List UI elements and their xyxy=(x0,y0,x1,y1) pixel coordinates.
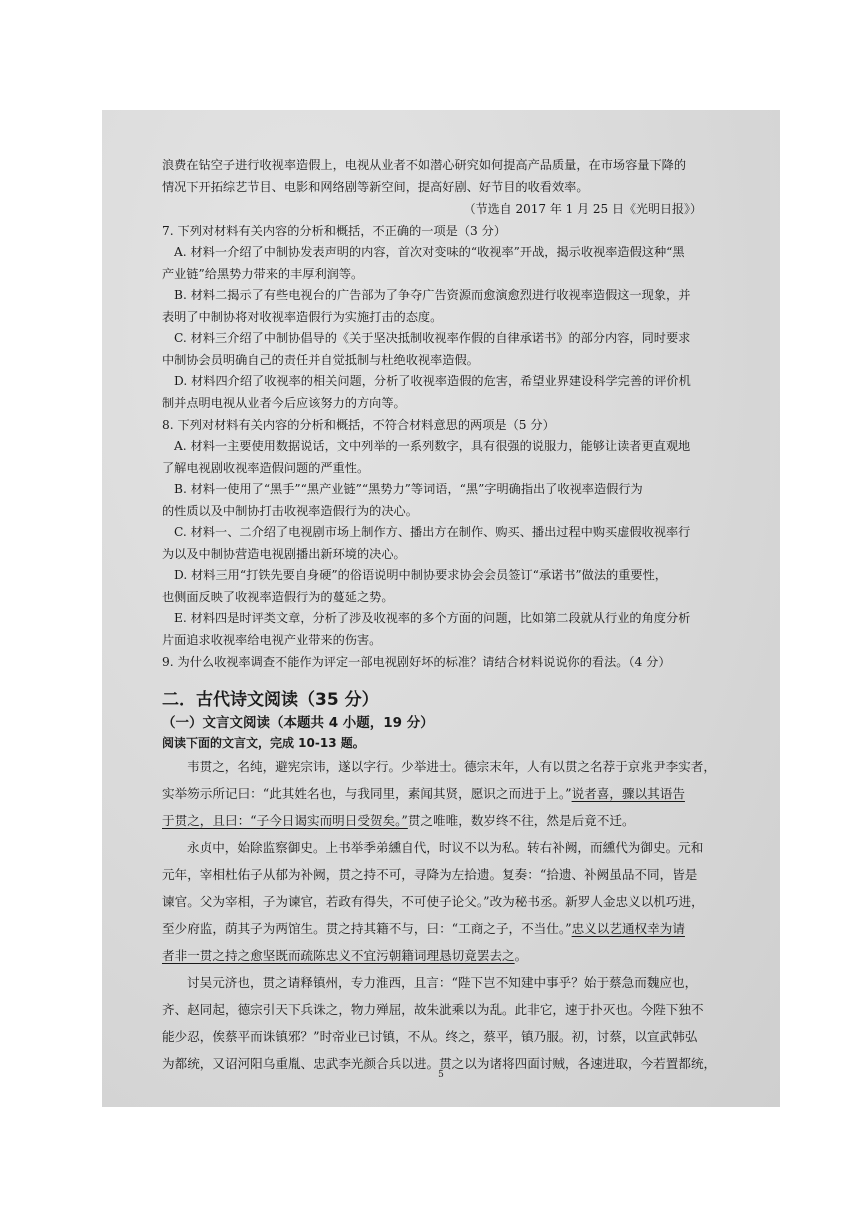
text-line: 讨吴元济也，贯之请释镇州，专力淮西，且言：“陛下岂不知建中事乎？始于蔡急而魏应也， xyxy=(187,975,698,990)
option-line: C. 材料三介绍了中制协倡导的《关于坚决抵制收视率作假的自律承诺书》的部分内容，同时要求 xyxy=(174,331,691,345)
subsection-title: （一）文言文阅读（本题共 4 小题，19 分） xyxy=(162,715,434,731)
option-b xyxy=(162,285,702,328)
option-line: A. 材料一主要使用数据说话，文中列举的一系列数字，具有很强的说服力，能够让读者更直观地 xyxy=(174,439,691,453)
text-line xyxy=(162,807,702,834)
underlined-sentence: 于贯之，且曰：“子今日谒实而明日受贺矣。” xyxy=(162,813,408,828)
reading-instruction: 阅读下面的文言文，完成 10-13 题。 xyxy=(162,736,365,750)
text-line xyxy=(162,780,702,807)
option-line: 中制协会员明确自己的责任并自觉抵制与杜绝收视率造假。 xyxy=(162,352,479,367)
question-stem: 8. 下列对材料有关内容的分析和概括，不符合材料意思的两项是（5 分） xyxy=(162,418,555,432)
option-d xyxy=(162,565,702,608)
text-line: 元年，宰相杜佑子从郁为补阙，贯之持不可，寻降为左拾遗。复奏：“拾遗、补阙虽品不同，皆是 xyxy=(162,867,698,882)
question-8 xyxy=(162,414,702,651)
option-line: A. 材料一介绍了中制协发表声明的内容，首次对变味的“收视率”开战，揭示收视率造假这种“黑 xyxy=(174,245,685,259)
page-content xyxy=(162,154,717,1077)
option-line: D. 材料四介绍了收视率的相关问题，分析了收视率造假的危害，希望业界建设科学完善的评价机 xyxy=(174,374,691,388)
underlined-sentence: 忠义以艺通权幸为请 xyxy=(571,921,685,936)
option-line: B. 材料二揭示了有些电视台的广告部为了争夺广告资源而愈演愈烈进行收视率造假这一现象，并 xyxy=(174,288,691,302)
option-line: 也侧面反映了收视率造假行为的蔓延之势。 xyxy=(162,589,394,604)
text-line: 永贞中，始除监察御史。上书举季弟纁自代，时议不以为私。转右补阙，而纁代为御史。元和 xyxy=(187,840,704,855)
underlined-sentence: 说者喜，骤以其语告 xyxy=(571,786,685,801)
option-line: 了解电视剧收视率造假问题的严重性。 xyxy=(162,460,370,475)
article-ending xyxy=(162,154,702,220)
article-source: （节选自 2017 年 1 月 25 日《光明日报》） xyxy=(463,202,702,216)
text-line: 情况下开拓综艺节目、电影和网络剧等新空间，提高好剧、好节目的收看效率。 xyxy=(162,180,589,194)
question-7 xyxy=(162,220,702,414)
question-9: 9. 为什么收视率调查不能作为评定一部电视剧好坏的标准？请结合材料说说你的看法。（4 分） xyxy=(162,655,671,669)
option-line: 的性质以及中制协打击收视率造假行为的决心。 xyxy=(162,503,418,518)
page-number: 5 xyxy=(438,1070,444,1080)
option-line: 为以及中制协营造电视剧播出新环境的决心。 xyxy=(162,546,406,561)
option-line: 表明了中制协将对收视率造假行为实施打击的态度。 xyxy=(162,309,443,324)
option-a xyxy=(162,242,702,285)
text-line: 浪费在钻空子进行收视率造假上，电视从业者不如潜心研究如何提高产品质量，在市场容量下降的 xyxy=(162,158,687,172)
text-segment: 实举笏示所记曰：“此其姓名也，与我同里，素闻其贤，愿识之而进于上。” xyxy=(162,786,572,801)
question-stem: 7. 下列对材料有关内容的分析和概括，不正确的一项是（3 分） xyxy=(162,224,507,238)
option-line: E. 材料四是时评类文章，分析了涉及收视率的多个方面的问题，比如第二段就从行业的角度分析 xyxy=(174,611,691,625)
section-title: 二．古代诗文阅读（35 分） xyxy=(162,690,379,710)
option-e xyxy=(162,608,702,651)
text-line: 为都统，又诏河阳乌重胤、忠武李光颜合兵以进。贯之以为诸将四面讨贼，各速进取，今若置都统， xyxy=(162,1056,717,1071)
underlined-sentence: 者非一贯之持之愈坚既而疏陈忠义不宜污朝籍词理恳切竟罢去之 xyxy=(162,948,515,963)
option-line: 制并点明电视从业者今后应该努力的方向等。 xyxy=(162,395,406,410)
text-line: 谏官。父为宰相，子为谏官，若政有得失，不可使子论父。”改为秘书丞。新罗人金忠义以机巧进， xyxy=(162,894,704,909)
text-segment: 贯之唯唯，数岁终不往，然是后竟不迁。 xyxy=(407,813,635,828)
option-line: C. 材料一、二介绍了电视剧市场上制作方、播出方在制作、购买、播出过程中购买虚假收视率行 xyxy=(174,525,691,539)
section-ancient-reading xyxy=(162,687,717,1077)
text-line xyxy=(162,915,702,942)
text-line: 齐、赵同起，德宗引天下兵诛之，物力殚屈，故朱泚乘以为乱。此非它，速于扑灭也。今陛下独不 xyxy=(162,1002,704,1017)
text-line: 韦贯之，名纯，避宪宗讳，遂以字行。少举进士。德宗末年，人有以贯之名荐于京兆尹李实者， xyxy=(187,759,716,774)
option-a xyxy=(162,436,702,479)
option-d xyxy=(162,371,702,414)
option-b xyxy=(162,479,702,522)
scanned-page xyxy=(102,110,780,1107)
option-line: 产业链”给黑势力带来的丰厚利润等。 xyxy=(162,266,364,281)
text-segment: 至少府监，荫其子为两馆生。贯之持其籍不与，曰：“工商之子，不当仕。” xyxy=(162,921,572,936)
text-line xyxy=(162,942,702,969)
classical-paragraph-1 xyxy=(162,753,716,834)
option-c xyxy=(162,522,702,565)
option-line: B. 材料一使用了“黑手”“黑产业链”“黑势力”等词语，“黑”字明确指出了收视率造假行为 xyxy=(174,482,643,496)
text-segment: 。 xyxy=(514,948,528,963)
classical-paragraph-3 xyxy=(162,969,717,1077)
option-line: D. 材料三用“打铁先要自身硬”的俗语说明中制协要求协会会员签订“承诺书”做法的重要性， xyxy=(174,568,667,582)
classical-paragraph-2 xyxy=(162,834,702,969)
text-line: 能少忍，俟蔡平而诛镇邪？”时帝业已讨镇，不从。终之，蔡平，镇乃服。初，讨蔡，以宣武韩弘 xyxy=(162,1029,698,1044)
option-line: 片面追求收视率给电视产业带来的伤害。 xyxy=(162,632,382,647)
option-c xyxy=(162,328,702,371)
